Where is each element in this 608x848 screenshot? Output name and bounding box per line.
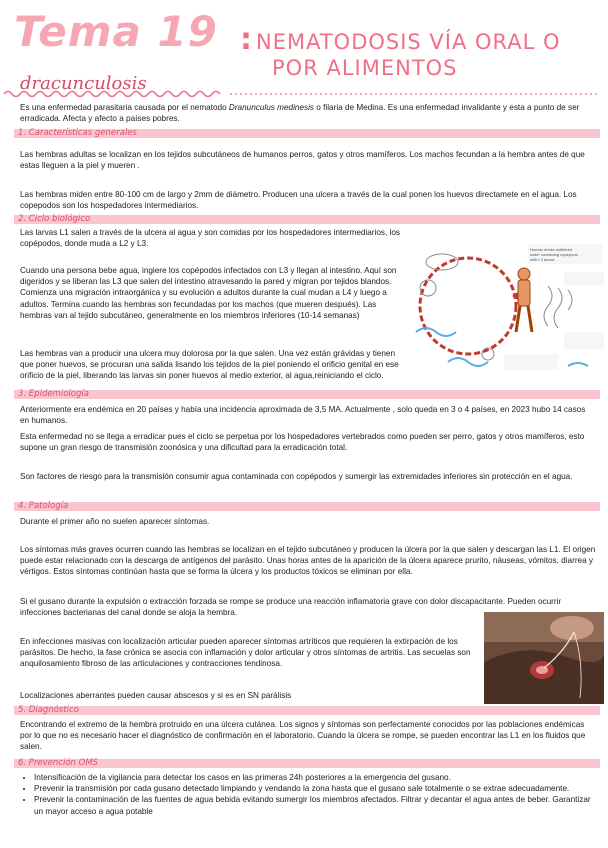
section-5-heading: 5. Diagnóstico [18, 705, 79, 715]
section-1-paragraph: Las hembras adultas se localizan en los tejidos subcutáneos de humanos perros, gatos y otros mamíferos. Los machos fecundan a la hembra antes de que estas lleguen a la piel y mueren . [20, 150, 585, 171]
title-colon: : [240, 22, 252, 57]
page-title: Tema 19 [14, 7, 218, 56]
section-2-paragraph: Las larvas L1 salen a través de la ulcera al agua y son comidas por los hospedadores intermediarios, los copépodos, donde muda a L2 y L3. [20, 228, 401, 249]
svg-text:water containing copepods: water containing copepods [530, 252, 578, 257]
list-item: • Prevenir la transmisión por cada gusano detectado limpiando y vendando la zona hasta que el gusano sale totalmente o se extrae adecuadamente. [34, 783, 596, 794]
section-4-heading: 4. Patología [18, 501, 69, 511]
species-name: Dranunculus medinesis [228, 103, 315, 112]
list-item: • Intensificación de la vigilancia para detectar los casos en las primeras 24h posteriores a la emergencia del gusano. [34, 772, 596, 783]
section-4-paragraph: Durante el primer año no suelen aparecer síntomas. [20, 517, 210, 526]
intro-text-a: Es una enfermedad parasitaria causada por el nematodo [20, 103, 229, 112]
title-line-1: NEMATODOSIS VÍA ORAL O [256, 30, 561, 54]
section-1-heading: 1. Características generales [18, 128, 137, 138]
list-item: • Prevenir la contaminación de las fuentes de agua bebida evitando sumergir los miembros afectados. Filtrar y decantar el agua antes de beber. Garantizar un mayor acceso a agua potable [34, 794, 596, 816]
section-5-header-bar [14, 706, 600, 715]
section-4-paragraph: Los síntomas más graves ocurren cuando las hembras se localizan en el tejido subcutáneo y producen la úlcera por la que salen y descargan las L1. El origen puede estar relacionado con la descarga de antígenos del parásito. Unas horas antes de la aparición de la úlcera aparece prurito, náuseas, vómitos, diarrea y vértigos. Estos síntomas continúan hasta que se forma la úlcera y los productos tóxicos se eliminan por ella. [20, 545, 596, 577]
section-5-paragraph: Encontrando el extremo de la hembra protruido en una úlcera cutánea. Los signos y síntomas son perfectamente conocidos por las poblaciones endémicas por lo que no es necesario hacer el diagnóstico de confirmación en el laboratorio. Cuando la úlcera se rompe, se pueden encontrar las L1 en los fluidos que salen. [20, 720, 586, 752]
intro-text-b: o filaria de Medina. Es una enfermedad invalidante y esta a punto de ser erradicada. Afecta y afecto a países pobres. [20, 103, 580, 124]
prevention-list [20, 772, 596, 817]
dracunculus-life-cycle-icon [408, 236, 606, 382]
section-3-header-bar [14, 390, 600, 399]
section-2-paragraph: Cuando una persona bebe agua, ingiere los copépodos infectados con L3 y llegan al intestino. Aquí son digeridos y se liberan las L3 que salen del intestino atravesando la pared y migran por tejidos blandos. Comienza una migración intraorgánica y su evolución a adultos durante la cual mudan a L4 y luego a adultos. Termina cuando las hembras son fecundadas por los machos (que mueren después). Las hembras van al tejido subcutáneo, generalmente en los miembros inferiores (10-14 semanas) [20, 266, 397, 320]
section-6-header-bar [14, 759, 600, 768]
section-3-paragraph: Anteriormente era endémica en 20 países y había una incidencia aproximada de 3,5 MA. Actualmente , solo queda en 3 o 4 países, en 2023 hubo 14 casos en humanos. [20, 405, 586, 426]
section-3-paragraph: Esta enfermedad no se llega a erradicar pues el ciclo se perpetua por los hospedadores vertebrados como pueden ser perro, gatos y otros mamíferos, esto supone un gran riesgo de transmisión zoonósica y una dificultad para la erradicación total. [20, 432, 585, 453]
title-line-2: POR ALIMENTOS [272, 56, 458, 80]
svg-text:Human drinks unfiltered: Human drinks unfiltered [530, 247, 573, 252]
section-1-paragraph: Las hembras miden entre 80-100 cm de largo y 2mm de diámetro. Producen una ulcera a través de la cual ponen los huevos directamete en el agua. Los copepodos son los hospedadores intermediarios. [20, 190, 577, 211]
decorative-wave-divider [0, 88, 608, 100]
section-4-paragraph: Localizaciones aberrantes pueden causar abscesos y si es en SN parálisis [20, 691, 292, 700]
section-2-header-bar [14, 215, 600, 224]
worm-extraction-photo-icon [484, 612, 604, 704]
section-2-paragraph: Las hembras van a producir una ulcera muy dolorosa por la que salen. Una vez están grávidas y tienen que poner huevos, se procuran una salida lisando los tejidos de la piel poniendo el orificio genital en ese orificio de la piel, liberando las larvas sin poner huevos al medio exterior, al agua,reiniciando el ciclo. [20, 349, 399, 381]
section-4-header-bar [14, 502, 600, 511]
intro-paragraph [20, 102, 596, 124]
svg-text:with L3 larvae: with L3 larvae [530, 257, 555, 262]
section-3-paragraph: Son factores de riesgo para la transmisión consumir agua contaminada con copépodos y sumergir las extremidades inferiores sin protección en el agua. [20, 472, 573, 481]
section-6-heading: 6. Prevención OMS [18, 758, 99, 768]
section-4-paragraph: En infecciones masivas con localización articular pueden aparecer síntomas artríticos que requieren la extirpación de los parásitos. De hecho, la fase crónica se asocia con inflamación y dolor articular y otros síntomas de artritis. Las secuelas son anquilosamiento fibroso de las articulaciones y contracciones tendinosa. [20, 637, 471, 669]
section-2-heading: 2. Ciclo biológico [18, 214, 91, 224]
section-4-paragraph: Si el gusano durante la expulsión o extracción forzada se rompe se produce una reacción inflamatoria grave con dolor discapacitante. Pueden ocurrir infecciones bacterianas del canal donde se aloja la hembra. [20, 597, 562, 618]
section-3-heading: 3. Epidemiología [18, 389, 89, 399]
page-subtitle: dracunculosis [20, 73, 147, 94]
